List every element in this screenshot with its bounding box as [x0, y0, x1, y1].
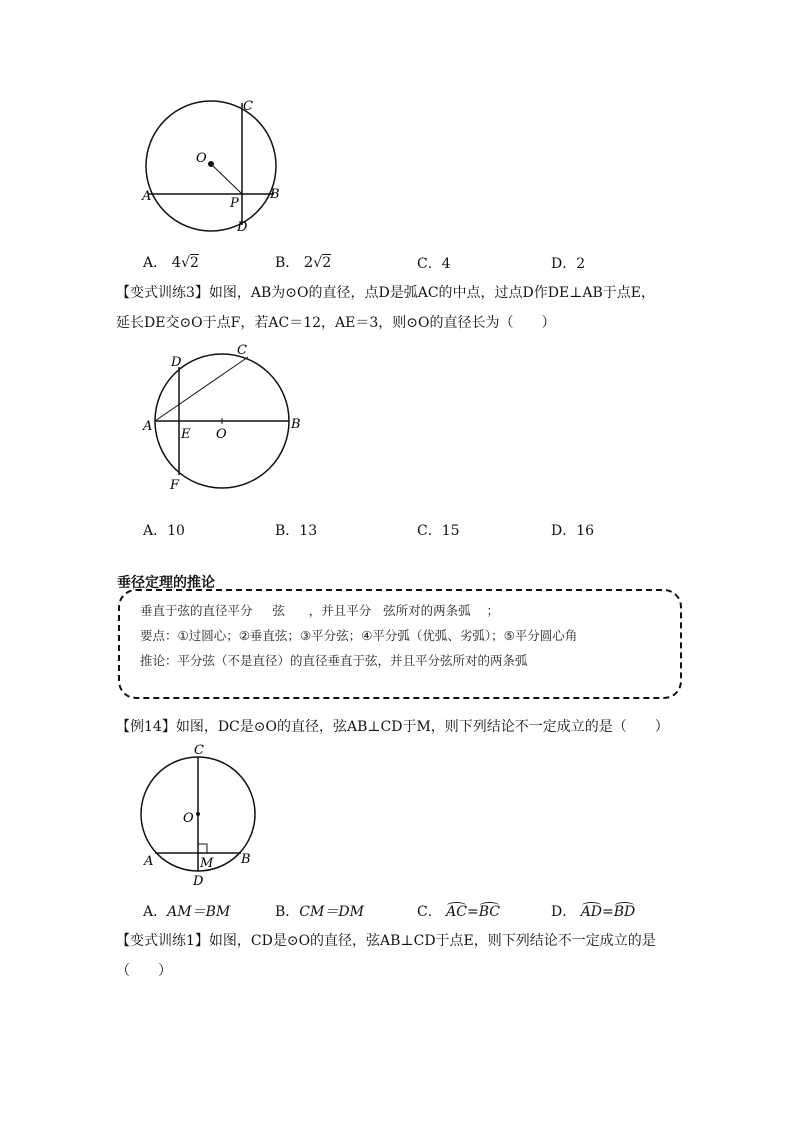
- figure-circle-diameter-ab: [135, 340, 315, 500]
- question-v3-line2: 延长DE交⊙O于点F，若AC＝12，AE＝3，则⊙O的直径长为（ ）: [116, 315, 556, 331]
- box-line-1: 垂直于弦的直径平分 弦 ，并且平分 弦所对的两条弧 ；: [140, 603, 500, 618]
- question-ex14: 【例14】如图，DC是⊙O的直径，弦AB⊥CD于M，则下列结论不一定成立的是（ ）: [116, 719, 669, 735]
- question-v1-line1: 【变式训练1】如图，CD是⊙O的直径，弦AB⊥CD于点E，则下列结论不一定成立的是: [116, 933, 656, 949]
- label-o: O: [196, 151, 207, 166]
- label-m: M: [200, 856, 214, 871]
- arc-bd: BD: [613, 904, 636, 920]
- question-v1-line2: （ ）: [116, 963, 172, 979]
- label-p: P: [230, 196, 239, 211]
- label-d: D: [237, 220, 248, 235]
- option-a[interactable]: A．AM＝BM: [143, 904, 231, 920]
- option-a[interactable]: A．10: [143, 523, 185, 539]
- option-b[interactable]: B． 2√2: [275, 253, 332, 271]
- label-o: O: [183, 811, 194, 826]
- option-b[interactable]: B．CM＝DM: [275, 904, 364, 920]
- option-b[interactable]: B．13: [275, 523, 318, 539]
- label-b: B: [291, 417, 301, 432]
- option-a[interactable]: A． 4√2: [143, 253, 199, 271]
- arc-ad: AD: [580, 904, 603, 920]
- label-c: C: [243, 99, 253, 114]
- theorem-box: [118, 589, 682, 699]
- option-c[interactable]: C． AC=BC: [417, 904, 500, 920]
- option-d[interactable]: D．2: [551, 256, 586, 272]
- label-c: C: [237, 343, 247, 358]
- label-o: O: [216, 427, 227, 442]
- section-title: 垂径定理的推论: [117, 575, 215, 591]
- sqrt-icon: √: [313, 255, 323, 271]
- figure-circle-chord-p: [130, 90, 290, 240]
- label-a: A: [143, 419, 153, 434]
- option-c[interactable]: C．15: [417, 523, 460, 539]
- label-e: E: [181, 427, 191, 442]
- option-d[interactable]: D． AD=BD: [551, 904, 636, 920]
- label-c: C: [194, 743, 204, 758]
- arc-bc: BC: [478, 904, 500, 920]
- box-line-2: 要点：①过圆心；②垂直弦；③平分弦；④平分弧（优弧、劣弧）；⑤平分圆心角: [140, 628, 578, 643]
- label-f: F: [170, 478, 180, 493]
- box-line-3: 推论：平分弦（不是直径）的直径垂直于弦，并且平分弦所对的两条弧: [140, 653, 528, 668]
- label-a: A: [142, 189, 152, 204]
- label-d: D: [171, 355, 182, 370]
- sqrt-icon: √: [181, 255, 191, 271]
- question-v3-line1: 【变式训练3】如图，AB为⊙O的直径，点D是弧AC的中点，过点D作DE⊥AB于点E，: [116, 285, 656, 301]
- figure-circle-diameter-dc: [135, 740, 275, 890]
- label-d: D: [193, 874, 204, 889]
- option-d[interactable]: D．16: [551, 523, 595, 539]
- arc-ac: AC: [446, 904, 467, 920]
- option-c[interactable]: C．4: [417, 256, 451, 272]
- label-b: B: [270, 187, 280, 202]
- label-b: B: [241, 852, 251, 867]
- label-a: A: [144, 854, 154, 869]
